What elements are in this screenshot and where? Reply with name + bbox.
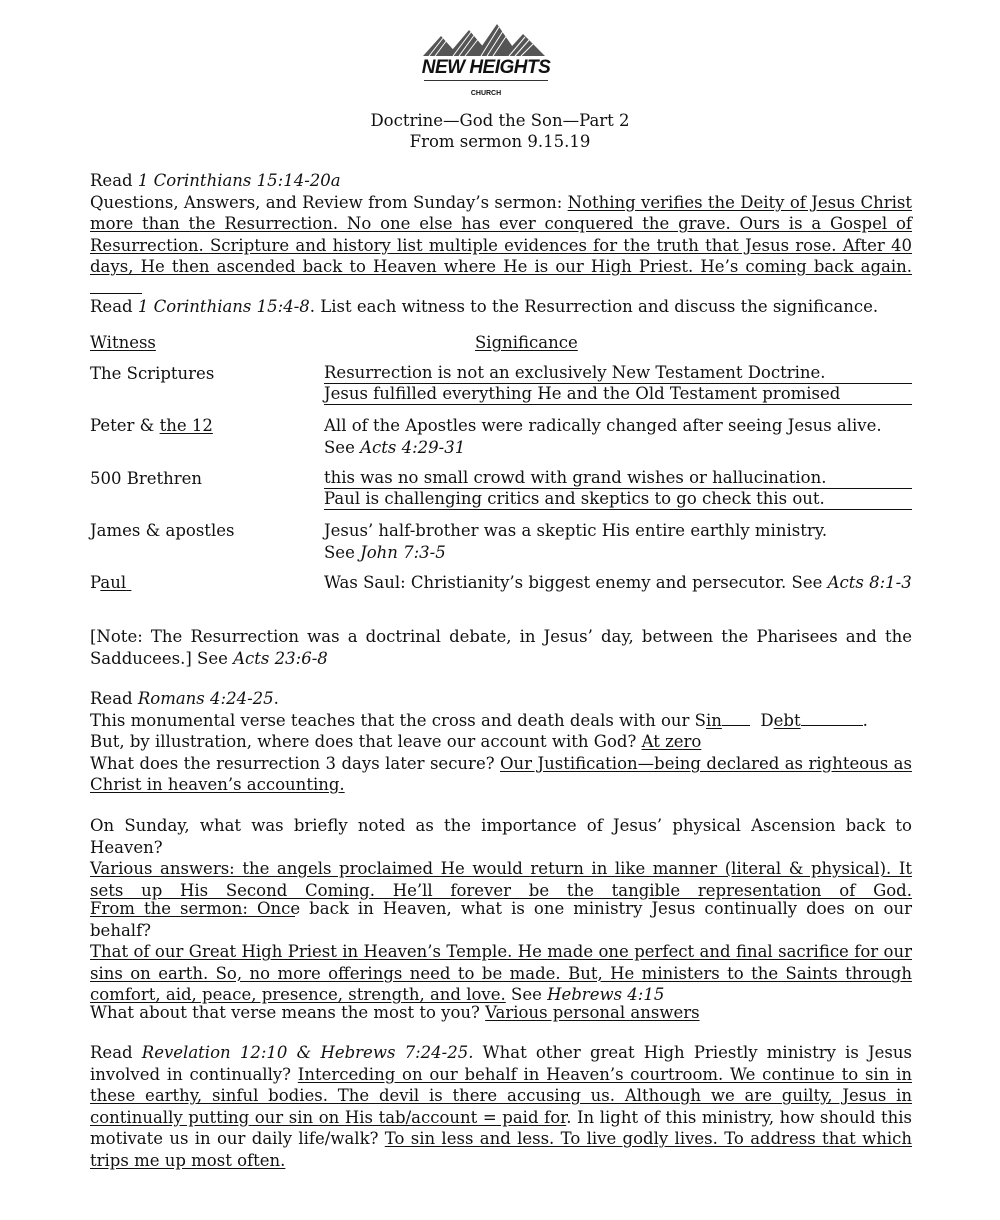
revelation-answer-2: To sin less and less. To live godly lives. To address that which trips me up most often. bbox=[90, 1129, 912, 1170]
witness-name: The Scriptures bbox=[90, 364, 215, 383]
verse-answer: Various personal answers bbox=[485, 1003, 700, 1022]
intro-question: Questions, Answers, and Review from Sunday’s sermon: bbox=[90, 192, 568, 212]
witness-name: James & apostles bbox=[90, 521, 235, 540]
answer-justification: Our Justification—being declared as righteous as Christ in heaven’s accounting. bbox=[90, 753, 912, 794]
answer-fill-line bbox=[90, 278, 142, 294]
church-logo bbox=[419, 24, 553, 98]
verse-section bbox=[90, 1002, 912, 1024]
answer-fill-line bbox=[722, 710, 750, 726]
romans-section bbox=[90, 688, 912, 796]
logo-wordmark: NEW HEIGHTS bbox=[421, 57, 551, 78]
witness-name: Paul bbox=[90, 573, 127, 592]
significance-line: Paul is challenging critics and skeptics to go check this out. bbox=[324, 489, 912, 510]
significance-line: All of the Apostles were radically changed after seeing Jesus alive. bbox=[324, 416, 882, 435]
significance-line: See John 7:3-5 bbox=[324, 542, 446, 562]
significance-line: this was no small crowd with grand wishes or hallucination. bbox=[324, 468, 912, 489]
significance-cell bbox=[324, 520, 912, 563]
revelation-read-label: Read bbox=[90, 1043, 142, 1062]
document-header bbox=[0, 110, 1000, 152]
witness-name: Peter & the 12 bbox=[90, 416, 213, 435]
verse-question: What about that verse means the most to you? bbox=[90, 1003, 486, 1022]
revelation-question-1: What other great High Priestly ministry is Jesus involved in continually? bbox=[90, 1043, 912, 1084]
significance-column-header: Significance bbox=[475, 333, 578, 352]
note-scripture-ref: Acts 23:6-8 bbox=[233, 648, 328, 668]
significance-line: Jesus’ half-brother was a skeptic His entire earthly ministry. bbox=[324, 521, 828, 540]
revelation-answer-1: Interceding on our behalf in Heaven’s courtroom. We continue to sin in these earthy, sinful bodies. The devil is there accusing us. Although we are guilty, Jesus in continually putting our sin on His tab/account = paid for bbox=[90, 1064, 913, 1127]
significance-cell bbox=[324, 415, 912, 458]
answer-fill-line bbox=[801, 710, 863, 726]
intro-answer: Nothing verifies the Deity of Jesus Christ more than the Resurrection. No one else has ever conquered the grave. Ours is a Gospel of Resurrection. Scripture and history list multiple evidences for the truth that Jesus rose. After 40 days, He then ascended back to Heaven where He is our High Priest. He’s coming back again. bbox=[90, 192, 913, 276]
mountain-icon bbox=[419, 24, 553, 58]
ministry-section bbox=[90, 898, 912, 1006]
witness-instruction: . List each witness to the Resurrection and discuss the significance. bbox=[309, 297, 879, 316]
note-text: [Note: The Resurrection was a doctrinal debate, in Jesus’ day, between the Pharisees and the Sadducees.] See bbox=[90, 627, 912, 668]
romans-scripture-ref: Romans 4:24-25 bbox=[137, 689, 274, 708]
revelation-section bbox=[90, 1042, 912, 1171]
ministry-scripture-ref: Hebrews 4:15 bbox=[547, 985, 665, 1004]
document-title: Doctrine—God the Son—Part 2 bbox=[370, 111, 630, 130]
intro-scripture-ref: 1 Corinthians 15:14-20a bbox=[137, 171, 341, 190]
significance-line: Resurrection is not an exclusively New Testament Doctrine. bbox=[324, 363, 912, 384]
ascension-answer: Various answers: the angels proclaimed He would return in like manner (literal & physical). It sets up His Second Coming. He’ll forever be the tangible representation of God. bbox=[90, 859, 912, 900]
romans-question-1: This monumental verse teaches that the cross and death deals with our Sin Debt . bbox=[90, 710, 868, 730]
witness-intro bbox=[90, 296, 912, 318]
period: . bbox=[273, 689, 279, 708]
logo-divider bbox=[424, 80, 548, 81]
revelation-scripture-ref: Revelation 12:10 & Hebrews 7:24-25. bbox=[141, 1043, 474, 1062]
intro-read-label: Read bbox=[90, 171, 138, 190]
witness-scripture-ref: 1 Corinthians 15:4-8 bbox=[137, 297, 310, 316]
witness-name: 500 Brethren bbox=[90, 469, 203, 488]
note-paragraph bbox=[90, 626, 912, 669]
romans-read-label: Read bbox=[90, 689, 138, 708]
intro-paragraph bbox=[90, 170, 912, 299]
ministry-answer: That of our Great High Priest in Heaven’s Temple. He made one perfect and final sacrifice for our sins on earth. So, no more offerings need to be made. But, He ministers to the Saints through comfort, aid, peace, presence, strength, and love. bbox=[90, 942, 912, 1004]
answer-sin: in bbox=[705, 710, 722, 730]
ascension-question: On Sunday, what was briefly noted as the importance of Jesus’ physical Ascension back to Heaven? bbox=[90, 816, 912, 857]
see-label: See bbox=[505, 985, 548, 1004]
significance-line: See Acts 4:29-31 bbox=[324, 437, 466, 457]
romans-question-3: What does the resurrection 3 days later secure? Our Justification—being declared as righteous as Christ in heaven’s accounting. bbox=[90, 753, 912, 794]
significance-cell bbox=[324, 572, 912, 594]
document-subtitle: From sermon 9.15.19 bbox=[409, 132, 591, 151]
logo-subtitle: CHURCH bbox=[470, 90, 502, 97]
witness-read-label: Read bbox=[90, 297, 138, 316]
significance-cell bbox=[324, 363, 912, 405]
answer-at-zero: At zero bbox=[641, 732, 702, 751]
witness-column-header: Witness bbox=[90, 333, 156, 352]
significance-line: Was Saul: Christianity’s biggest enemy and persecutor. See Acts 8:1-3 bbox=[324, 573, 912, 592]
ministry-question: From the sermon: Once back in Heaven, what is one ministry Jesus continually does on our behalf? bbox=[90, 899, 912, 940]
romans-question-2: But, by illustration, where does that leave our account with God? At zero bbox=[90, 732, 702, 751]
answer-debt: ebt bbox=[773, 710, 801, 730]
revelation-question-2: . In light of this ministry, how should this motivate us in our daily life/walk? bbox=[90, 1107, 912, 1148]
significance-cell bbox=[324, 468, 912, 510]
significance-line: Jesus fulfilled everything He and the Old Testament promised bbox=[324, 384, 912, 405]
